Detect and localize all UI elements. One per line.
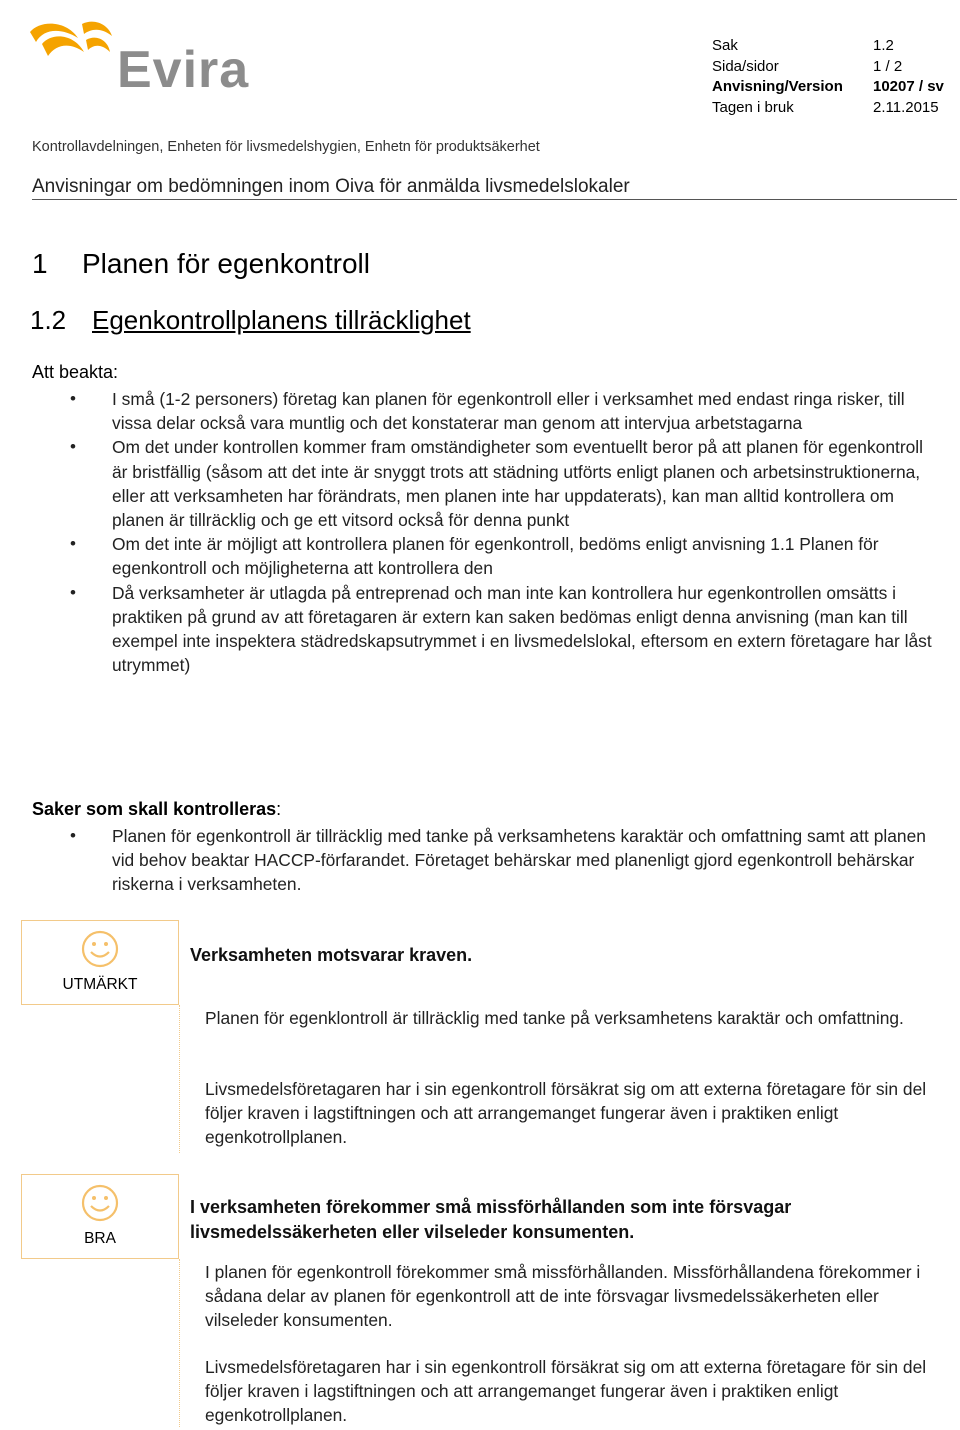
check-heading bbox=[32, 799, 281, 820]
consider-list bbox=[32, 387, 932, 677]
meta-value: 1 / 2 bbox=[873, 57, 903, 75]
list-item: • I små (1-2 personers) företag kan planen för egenkontroll eller i verksamhet med endast ringa risker, till vissa delar också vara muntlig och det konstaterar man genom att intervjua arbetstagarna bbox=[32, 387, 932, 435]
rating-verdict: I verksamheten förekommer små missförhållanden som inte försvagar livsmedelssäkerheten eller vilseleder konsumenten. bbox=[190, 1197, 792, 1242]
smiley-icon bbox=[80, 929, 120, 969]
meta-value: 1.2 bbox=[873, 37, 894, 54]
meta-row-date bbox=[712, 98, 944, 119]
rating-divider bbox=[179, 1005, 180, 1153]
list-item: • Då verksamheter är utlagda på entreprenad och man inte kan kontrollera hur egenkontrollen omsätts i praktiken på grund av att företagaren är extern kan saken bedömas enligt denna anvisning (man kan till exempel inte inspektera städredskapsutrymmet i en livsmedelslokal, eftersom en extern företagare har låst utrymmet) bbox=[32, 581, 932, 678]
header-divider bbox=[32, 199, 957, 200]
subsection-number: 1.2 bbox=[30, 305, 67, 335]
rating-box-good bbox=[21, 1174, 179, 1259]
list-item: • Planen för egenkontroll är tillräcklig med tanke på verksamhetens karaktär och omfattning samt att planen vid behov beaktar HACCP-förfarandet. Företaget behärskar med planenligt gjord egenkontroll behärskar riskerna i verksamheten. bbox=[32, 824, 952, 897]
meta-label: Tagen i bruk bbox=[712, 98, 794, 116]
rating-paragraph: I planen för egenkontroll förekommer små missförhållanden. Missförhållandena förekommer i sådana delar av planen för egenkontroll att de inte försvagar livsmedelssäkerheten eller vilseleder konsumenten. bbox=[205, 1262, 921, 1330]
rating-label: UTMÄRKT bbox=[62, 976, 138, 993]
rating-paragraph: Livsmedelsföretagaren har i sin egenkontroll försäkrat sig om att externa företagare för sin del följer kraven i lagstiftningen och att arrangemanget fungerar även i praktiken enligt egenkotrollplanen. bbox=[205, 1357, 927, 1425]
subsection-heading bbox=[30, 305, 471, 336]
document-title: Anvisningar om bedömningen inom Oiva för anmälda livsmedelslokaler bbox=[32, 176, 630, 197]
meta-row-case bbox=[712, 36, 944, 57]
section-title: Planen för egenkontroll bbox=[82, 248, 370, 279]
list-item: • Om det under kontrollen kommer fram omständigheter som eventuellt beror på att planen för egenkontroll är bristfällig (såsom att det inte är snyggt trots att städning utförts enligt planen och arbetsinstruktionerna, eller att verksamheten har förändrats, men planen inte har uppdaterats), kan man alltid kontrollera om planen är tillräcklig och ge ett vitsord också för denna punkt bbox=[32, 435, 932, 532]
check-list bbox=[32, 824, 952, 897]
rating-label: BRA bbox=[84, 1230, 116, 1247]
meta-value: 2.11.2015 bbox=[873, 98, 939, 116]
rating-verdict: Verksamheten motsvarar kraven. bbox=[190, 945, 473, 965]
rating-box-excellent bbox=[21, 920, 179, 1005]
check-heading-label: Saker som skall kontrolleras bbox=[32, 799, 277, 819]
logo-wordmark: Evira bbox=[117, 41, 250, 99]
note-label: Att beakta: bbox=[32, 362, 119, 382]
meta-label: Anvisning/Version bbox=[712, 78, 843, 96]
rating-paragraph: Livsmedelsföretagaren har i sin egenkontroll försäkrat sig om att externa företagare för sin del följer kraven i lagstiftningen och att arrangemanget fungerar även i praktiken enligt egenkotrollplanen. bbox=[205, 1079, 927, 1147]
meta-label: Sida/sidor bbox=[712, 57, 779, 75]
meta-label: Sak bbox=[712, 37, 738, 54]
meta-row-version bbox=[712, 77, 944, 98]
document-meta bbox=[712, 36, 944, 118]
smiley-icon bbox=[80, 1183, 120, 1223]
section-heading bbox=[32, 248, 370, 280]
check-heading-colon: : bbox=[276, 799, 282, 819]
evira-logo bbox=[22, 18, 272, 98]
subsection-title: Egenkontrollplanens tillräcklighet bbox=[92, 305, 471, 335]
list-item: • Om det inte är möjligt att kontrollera planen för egenkontroll, bedöms enligt anvisning 1.1 Planen för egenkontroll och möjligheterna att kontrollera den bbox=[32, 532, 932, 580]
meta-row-pages bbox=[712, 57, 944, 78]
meta-value: 10207 / sv bbox=[873, 78, 944, 96]
logo-swoosh-icon bbox=[22, 18, 122, 98]
department-line: Kontrollavdelningen, Enheten för livsmedelshygien, Enhetn för produktsäkerhet bbox=[32, 139, 540, 155]
rating-paragraph: Planen för egenklontroll är tillräcklig med tanke på verksamhetens karaktär och omfattning. bbox=[205, 1008, 904, 1028]
rating-divider bbox=[179, 1259, 180, 1427]
section-number: 1 bbox=[32, 248, 48, 279]
